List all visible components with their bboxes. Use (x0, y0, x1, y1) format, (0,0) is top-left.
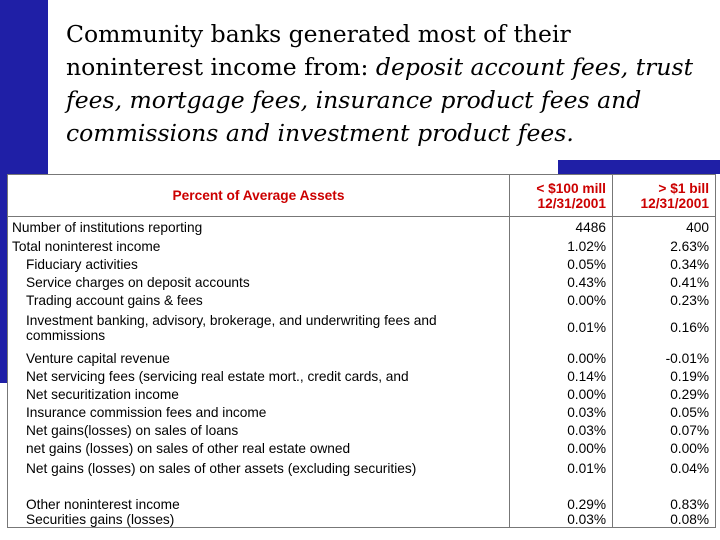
row-small-value: 0.43% (510, 272, 613, 290)
row-label: Insurance commission fees and income (8, 402, 510, 420)
table-row (8, 254, 716, 272)
table-row (8, 348, 716, 366)
row-small-value: 0.01% (510, 456, 613, 476)
row-large-value: 0.05% (670, 404, 709, 420)
table-row (8, 384, 716, 402)
row-small-value: 0.03% (510, 402, 613, 420)
row-small-value: 0.01% (510, 308, 613, 348)
header-large-banks-line2: 12/31/2001 (640, 195, 709, 211)
title-line-2-italic: deposit account fees, trust (375, 53, 694, 81)
table-row (8, 366, 716, 384)
table-row (8, 290, 716, 308)
title-line-1: Community banks generated most of their (66, 20, 571, 48)
row-small-value: 0.29% (510, 494, 613, 512)
title-line-3: fees, mortgage fees, insurance product fees and (66, 86, 642, 114)
row-small-value: 0.00% (510, 384, 613, 402)
row-label: net gains (losses) on sales of other real estate owned (8, 438, 510, 456)
row-small-value: 0.14% (510, 366, 613, 384)
row-large-value: 0.83% (670, 496, 709, 512)
table-row (8, 494, 716, 512)
row-label: Total noninterest income (8, 235, 510, 254)
header-large-banks (613, 175, 716, 217)
row-large-value: 0.23% (670, 292, 709, 308)
row-label: Number of institutions reporting (8, 217, 510, 235)
row-label: Trading account gains & fees (8, 290, 510, 308)
row-small-value: 4486 (510, 217, 613, 235)
table-row (8, 402, 716, 420)
table-row (8, 272, 716, 290)
table-row (8, 456, 716, 476)
row-large-value: 400 (686, 219, 709, 235)
row-large-value: 0.19% (670, 368, 709, 384)
table-row (8, 217, 716, 235)
slide-title (66, 18, 706, 150)
title-line-4: commissions and investment product fees. (66, 119, 574, 147)
row-label: Other noninterest income (8, 494, 510, 512)
row-large-value: 0.41% (670, 274, 709, 290)
table-header-row (8, 175, 716, 217)
header-large-banks-line1: > $1 bill (658, 180, 709, 196)
row-small-value: 0.03% (510, 420, 613, 438)
table-row (8, 438, 716, 456)
row-large-value: 0.16% (670, 320, 709, 335)
row-small-value: 0.00% (510, 438, 613, 456)
row-large-value: -0.01% (665, 350, 709, 366)
row-large-value: 0.34% (670, 256, 709, 272)
noninterest-income-table (7, 174, 716, 528)
table-row (8, 308, 716, 348)
header-small-banks (510, 175, 613, 217)
header-small-banks-line1: < $100 mill (536, 180, 606, 196)
right-accent-block (558, 160, 720, 174)
table-spacer-row (8, 476, 716, 494)
row-large-value: 0.29% (670, 386, 709, 402)
row-small-value: 0.05% (510, 254, 613, 272)
row-label: Net gains(losses) on sales of loans (8, 420, 510, 438)
row-label: Service charges on deposit accounts (8, 272, 510, 290)
row-small-value: 0.00% (510, 290, 613, 308)
title-line-2 (66, 51, 706, 84)
row-large-value: 0.00% (670, 440, 709, 456)
row-label: Venture capital revenue (8, 348, 510, 366)
row-large-value: 0.08% (670, 512, 709, 527)
row-small-value: 0.03% (510, 512, 613, 528)
row-large-value: 0.07% (670, 422, 709, 438)
table-row (8, 420, 716, 438)
table-row (8, 235, 716, 254)
table-row (8, 512, 716, 528)
row-label: Net servicing fees (servicing real estate mort., credit cards, and (8, 366, 510, 384)
row-label: Net securitization income (8, 384, 510, 402)
row-label: Net gains (losses) on sales of other assets (excluding securities) (8, 456, 510, 476)
title-line-2-normal: noninterest income from: (66, 53, 376, 81)
row-label: Fiduciary activities (8, 254, 510, 272)
row-small-value: 0.00% (510, 348, 613, 366)
row-label: Investment banking, advisory, brokerage, and underwriting fees and commissions (8, 308, 510, 348)
row-small-value: 1.02% (510, 235, 613, 254)
row-large-value: 0.04% (670, 460, 709, 476)
row-large-value: 2.63% (670, 238, 709, 254)
row-label: Securities gains (losses) (8, 512, 510, 528)
header-small-banks-line2: 12/31/2001 (537, 195, 606, 211)
header-label: Percent of Average Assets (8, 175, 510, 217)
